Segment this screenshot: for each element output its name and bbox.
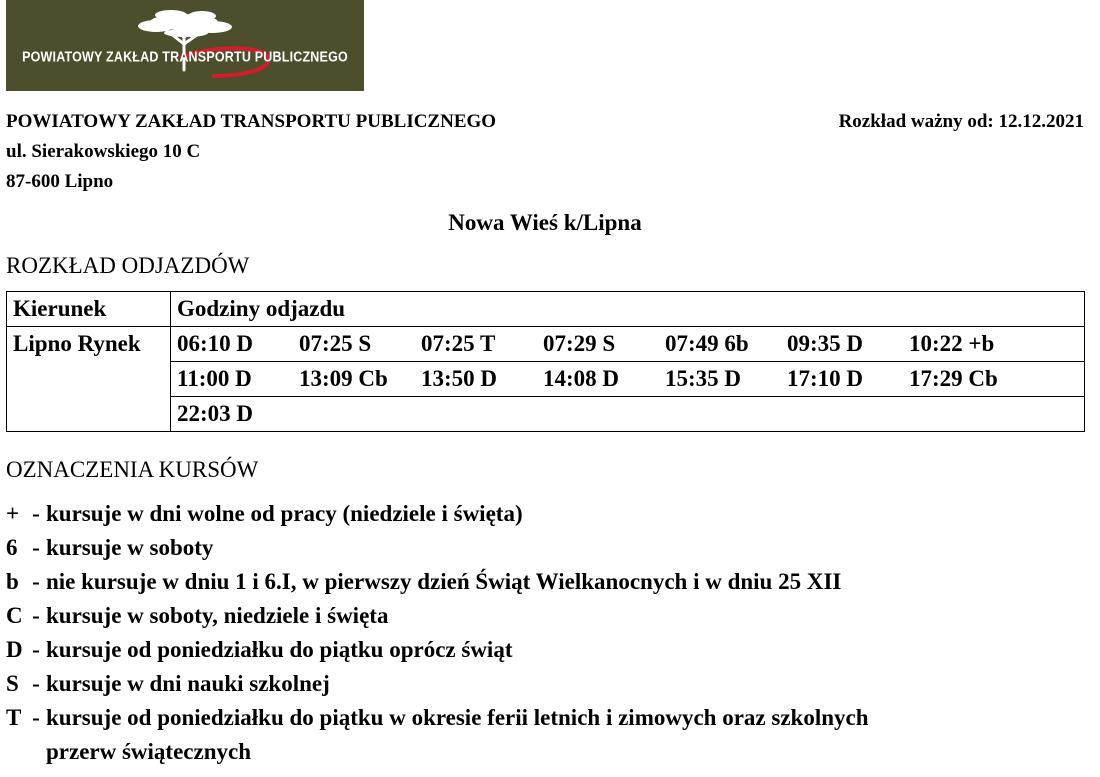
legend-item: D - kursuje od poniedziałku do piątku oprócz świąt [6, 633, 869, 667]
departure-time: 07:25 S [299, 331, 372, 356]
legend-symbol: C [6, 603, 23, 628]
direction-header: Kierunek [7, 292, 171, 327]
timetable [6, 291, 1085, 432]
departure-time: 14:08 D [543, 366, 620, 391]
logo-text: POWIATOWY ZAKŁAD TRANSPORTU PUBLICZNEGO [22, 48, 348, 66]
timetable-header-row [7, 292, 1085, 327]
legend-list [6, 497, 869, 769]
times-cell [171, 362, 1085, 397]
legend-item: + - kursuje w dni wolne od pracy (niedziele i święta) [6, 497, 869, 531]
departure-time: 07:29 S [543, 331, 616, 356]
stop-name: Nowa Wieś k/Lipna [448, 210, 642, 235]
departure-time: 13:50 D [421, 366, 498, 391]
legend-item: 6 - kursuje w soboty [6, 531, 869, 565]
legend-text: kursuje w soboty [46, 535, 214, 560]
schedule-title: ROZKŁAD ODJAZDÓW [6, 253, 250, 278]
departure-time: 09:35 D [787, 331, 864, 356]
legend-symbol: + [6, 501, 20, 526]
legend-symbol: 6 [6, 535, 18, 560]
legend-item: S - kursuje w dni nauki szkolnej [6, 667, 869, 701]
departure-time: 06:10 D [177, 331, 254, 356]
departure-time: 15:35 D [665, 366, 742, 391]
company-city: 87-600 Lipno [6, 171, 114, 192]
validity-date: Rozkład ważny od: 12.12.2021 [838, 111, 1084, 132]
legend-item: T - kursuje od poniedziałku do piątku w okresie ferii letnich i zimowych oraz szkolnych [6, 701, 869, 735]
legend-text: kursuje od poniedziałku do piątku w okresie ferii letnich i zimowych oraz szkolnych [46, 705, 869, 730]
timetable-row [7, 327, 1085, 362]
departure-time: 07:49 6b [665, 331, 749, 356]
departure-time: 17:10 D [787, 366, 864, 391]
legend-symbol: T [6, 705, 22, 730]
legend-symbol: D [6, 637, 23, 662]
direction-cell: Lipno Rynek [7, 327, 171, 432]
departure-time: 22:03 D [177, 401, 254, 426]
departure-time: 13:09 Cb [299, 366, 388, 391]
legend-symbol: S [6, 671, 19, 696]
legend-text: kursuje w soboty, niedziele i święta [46, 603, 389, 628]
company-name: POWIATOWY ZAKŁAD TRANSPORTU PUBLICZNEGO [6, 111, 497, 132]
departure-time: 11:00 D [177, 366, 252, 391]
departure-time: 10:22 +b [909, 331, 995, 356]
legend-item: C - kursuje w soboty, niedziele i święta [6, 599, 869, 633]
legend-text: kursuje w dni nauki szkolnej [46, 671, 330, 696]
company-address [6, 107, 496, 197]
tree-icon [6, 0, 364, 91]
departure-time: 07:25 T [421, 331, 496, 356]
legend-title: OZNACZENIA KURSÓW [6, 457, 259, 482]
legend-text-continuation: przerw świątecznych [46, 739, 252, 764]
company-street: ul. Sierakowskiego 10 C [6, 141, 201, 162]
legend-text: nie kursuje w dniu 1 i 6.I, w pierwszy dzień Świąt Wielkanocnych i w dniu 25 XII [46, 569, 842, 594]
times-cell [171, 327, 1085, 362]
times-header: Godziny odjazdu [171, 292, 1085, 327]
departure-time: 17:29 Cb [909, 366, 998, 391]
legend-text: kursuje od poniedziałku do piątku oprócz świąt [46, 637, 513, 662]
times-cell [171, 397, 1085, 432]
legend-item: b - nie kursuje w dniu 1 i 6.I, w pierwszy dzień Świąt Wielkanocnych i w dniu 25 XII [6, 565, 869, 599]
legend-symbol: b [6, 569, 19, 594]
company-logo [6, 0, 364, 91]
legend-text: kursuje w dni wolne od pracy (niedziele i święta) [46, 501, 523, 526]
